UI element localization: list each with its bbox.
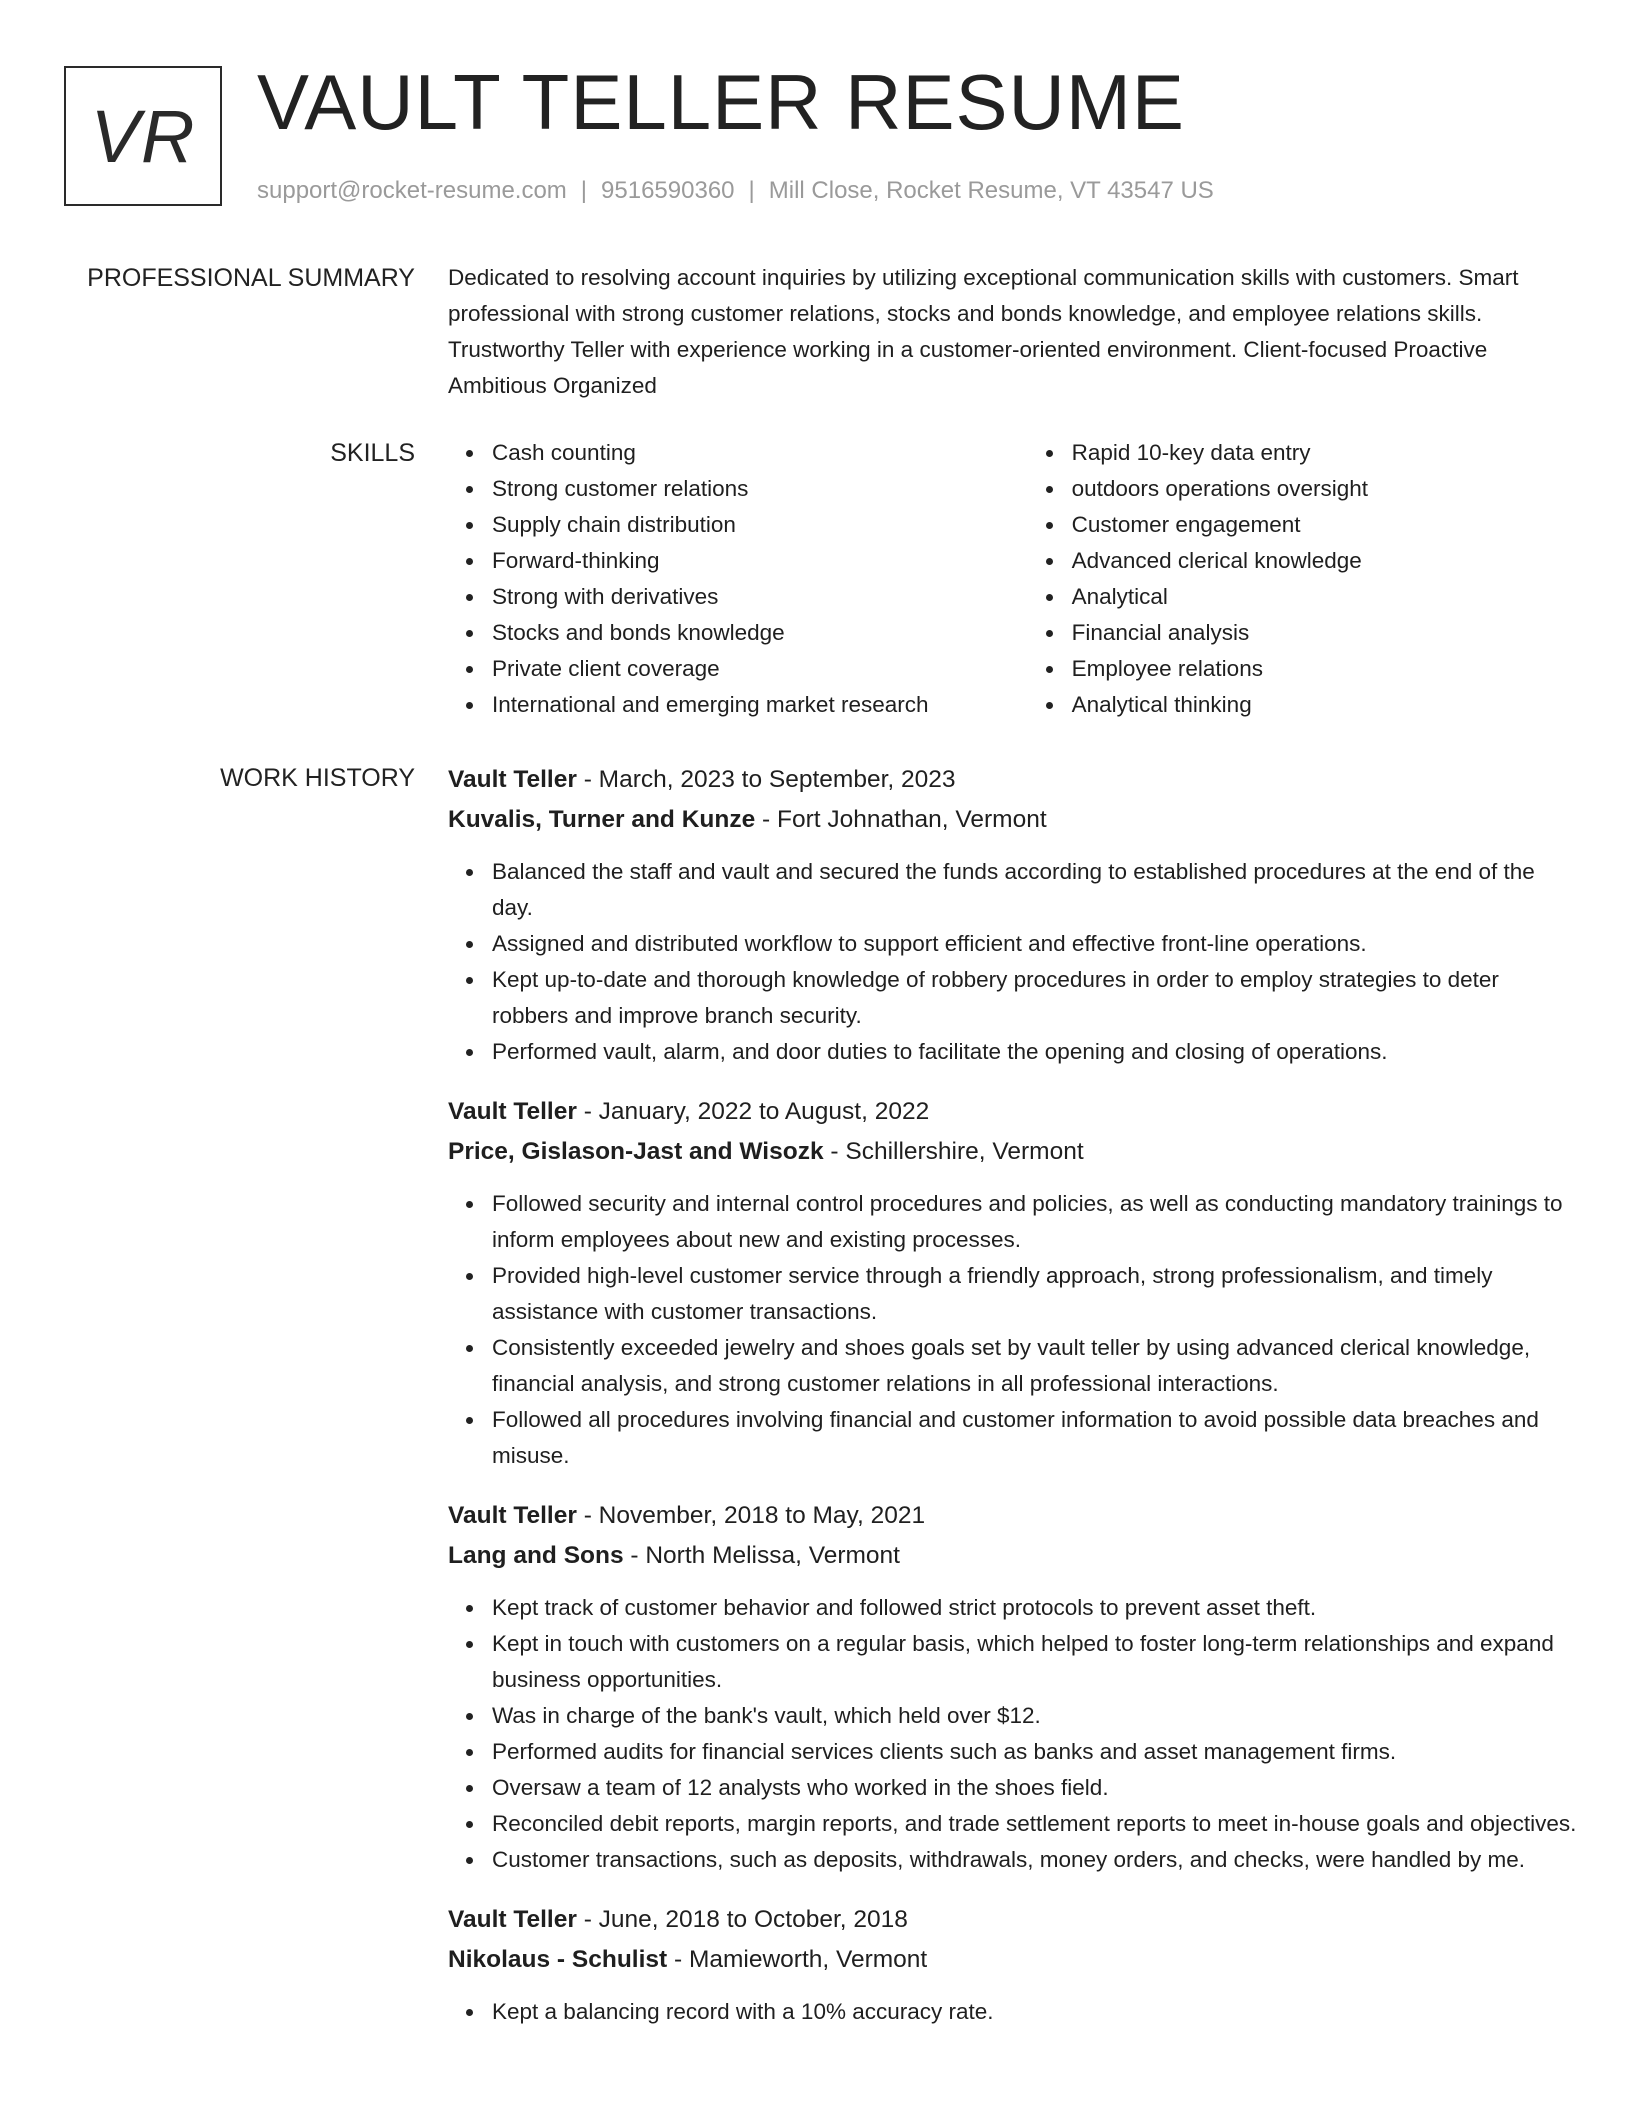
job-title-line [448,760,1578,800]
job-bullets [448,1186,1578,1474]
skill-item: Private client coverage [492,651,1028,687]
job-bullet: Customer transactions, such as deposits, withdrawals, money orders, and checks, were handled by me. [492,1842,1578,1878]
skill-item: International and emerging market research [492,687,1028,723]
skill-item: Analytical [1072,579,1578,615]
skill-item: Forward-thinking [492,543,1028,579]
skill-item: Advanced clerical knowledge [1072,543,1578,579]
job-bullet: Balanced the staff and vault and secured the funds according to established procedures at the end of the day. [492,854,1578,926]
skill-item: Strong customer relations [492,471,1028,507]
skill-item: outdoors operations oversight [1072,471,1578,507]
job-title: Vault Teller [448,1098,577,1125]
job-location: - Fort Johnathan, Vermont [755,806,1047,833]
job-company-line [448,1536,1578,1576]
job-bullet: Performed audits for financial services clients such as banks and asset management firms. [492,1734,1578,1770]
job-title: Vault Teller [448,1502,577,1529]
skill-item: Stocks and bonds knowledge [492,615,1028,651]
summary-heading: PROFESSIONAL SUMMARY [87,264,415,292]
job-company: Price, Gislason-Jast and Wisozk [448,1138,824,1165]
job-bullet: Kept up-to-date and thorough knowledge of robbery procedures in order to employ strategies to deter robbers and improve branch security. [492,962,1578,1034]
job-company-line [448,1132,1578,1172]
job-bullet: Consistently exceeded jewelry and shoes goals set by vault teller by using advanced clerical knowledge, financial analysis, and strong customer relations in all professional interactions. [492,1330,1578,1402]
skill-item: Customer engagement [1072,507,1578,543]
contact-separator: | [580,177,588,204]
contact-line [257,174,1214,208]
job-title-line [448,1496,1578,1536]
job-title: Vault Teller [448,766,577,793]
job-bullet: Kept a balancing record with a 10% accuracy rate. [492,1994,1578,2030]
job-dates: - January, 2022 to August, 2022 [576,1098,930,1125]
contact-phone[interactable]: 9516590360 [601,177,735,204]
job-company: Lang and Sons [448,1542,624,1569]
skills-heading: SKILLS [330,439,415,467]
job-dates: - June, 2018 to October, 2018 [576,1906,908,1933]
job-location: - Mamieworth, Vermont [667,1946,928,1973]
job-bullet: Kept track of customer behavior and followed strict protocols to prevent asset theft. [492,1590,1578,1626]
skill-item: Employee relations [1072,651,1578,687]
contact-separator: | [748,177,755,204]
work-history-list [448,760,1578,2052]
job-title: Vault Teller [448,1906,577,1933]
skill-item: Cash counting [492,435,1028,471]
skill-item: Supply chain distribution [492,507,1028,543]
summary-text: Dedicated to resolving account inquiries by utilizing exceptional communication skills with customers. Smart professional with strong customer relations, stocks and bonds knowledge, and employee relations skills. Trustworthy Teller with experience working in a customer-oriented environment. Client-focused Proactive Ambitious Organized [448,265,1519,398]
skills-column-2 [1028,435,1578,723]
job-entry [448,1092,1578,1474]
job-company-line [448,1940,1578,1980]
resume-title: VAULT TELLER RESUME [257,58,1185,146]
job-entry [448,1496,1578,1878]
monogram-logo: VR [64,66,222,206]
job-bullet: Reconciled debit reports, margin reports, and trade settlement reports to meet in-house goals and objectives. [492,1806,1578,1842]
job-company: Nikolaus - Schulist [448,1946,668,1973]
job-title-line [448,1092,1578,1132]
job-bullet: Oversaw a team of 12 analysts who worked in the shoes field. [492,1770,1578,1806]
job-dates: - March, 2023 to September, 2023 [576,766,956,793]
job-bullet: Followed all procedures involving financial and customer information to avoid possible data breaches and misuse. [492,1402,1578,1474]
job-dates: - November, 2018 to May, 2021 [576,1502,926,1529]
job-bullet: Kept in touch with customers on a regular basis, which helped to foster long-term relationships and expand business opportunities. [492,1626,1578,1698]
contact-email[interactable]: support@rocket-resume.com [257,177,567,204]
skills-column-1 [448,435,1028,723]
job-bullet: Was in charge of the bank's vault, which held over $12. [492,1698,1578,1734]
job-company-line [448,800,1578,840]
contact-address: Mill Close, Rocket Resume, VT 43547 US [768,177,1214,204]
job-entry [448,1900,1578,2030]
job-location: - North Melissa, Vermont [623,1542,900,1569]
job-entry [448,760,1578,1070]
job-location: - Schillershire, Vermont [823,1138,1084,1165]
job-company: Kuvalis, Turner and Kunze [448,806,756,833]
job-bullets [448,854,1578,1070]
skill-item: Financial analysis [1072,615,1578,651]
job-bullet: Provided high-level customer service through a friendly approach, strong professionalism, and timely assistance with customer transactions. [492,1258,1578,1330]
job-bullet: Assigned and distributed workflow to support efficient and effective front-line operations. [492,926,1578,962]
skills-list [448,435,1578,723]
skill-item: Rapid 10-key data entry [1072,435,1578,471]
job-bullet: Performed vault, alarm, and door duties to facilitate the opening and closing of operations. [492,1034,1578,1070]
skill-item: Analytical thinking [1072,687,1578,723]
skill-item: Strong with derivatives [492,579,1028,615]
work-history-heading: WORK HISTORY [220,764,415,792]
job-bullet: Followed security and internal control procedures and policies, as well as conducting mandatory trainings to inform employees about new and existing processes. [492,1186,1578,1258]
job-bullets [448,1590,1578,1878]
job-title-line [448,1900,1578,1940]
job-bullets [448,1994,1578,2030]
